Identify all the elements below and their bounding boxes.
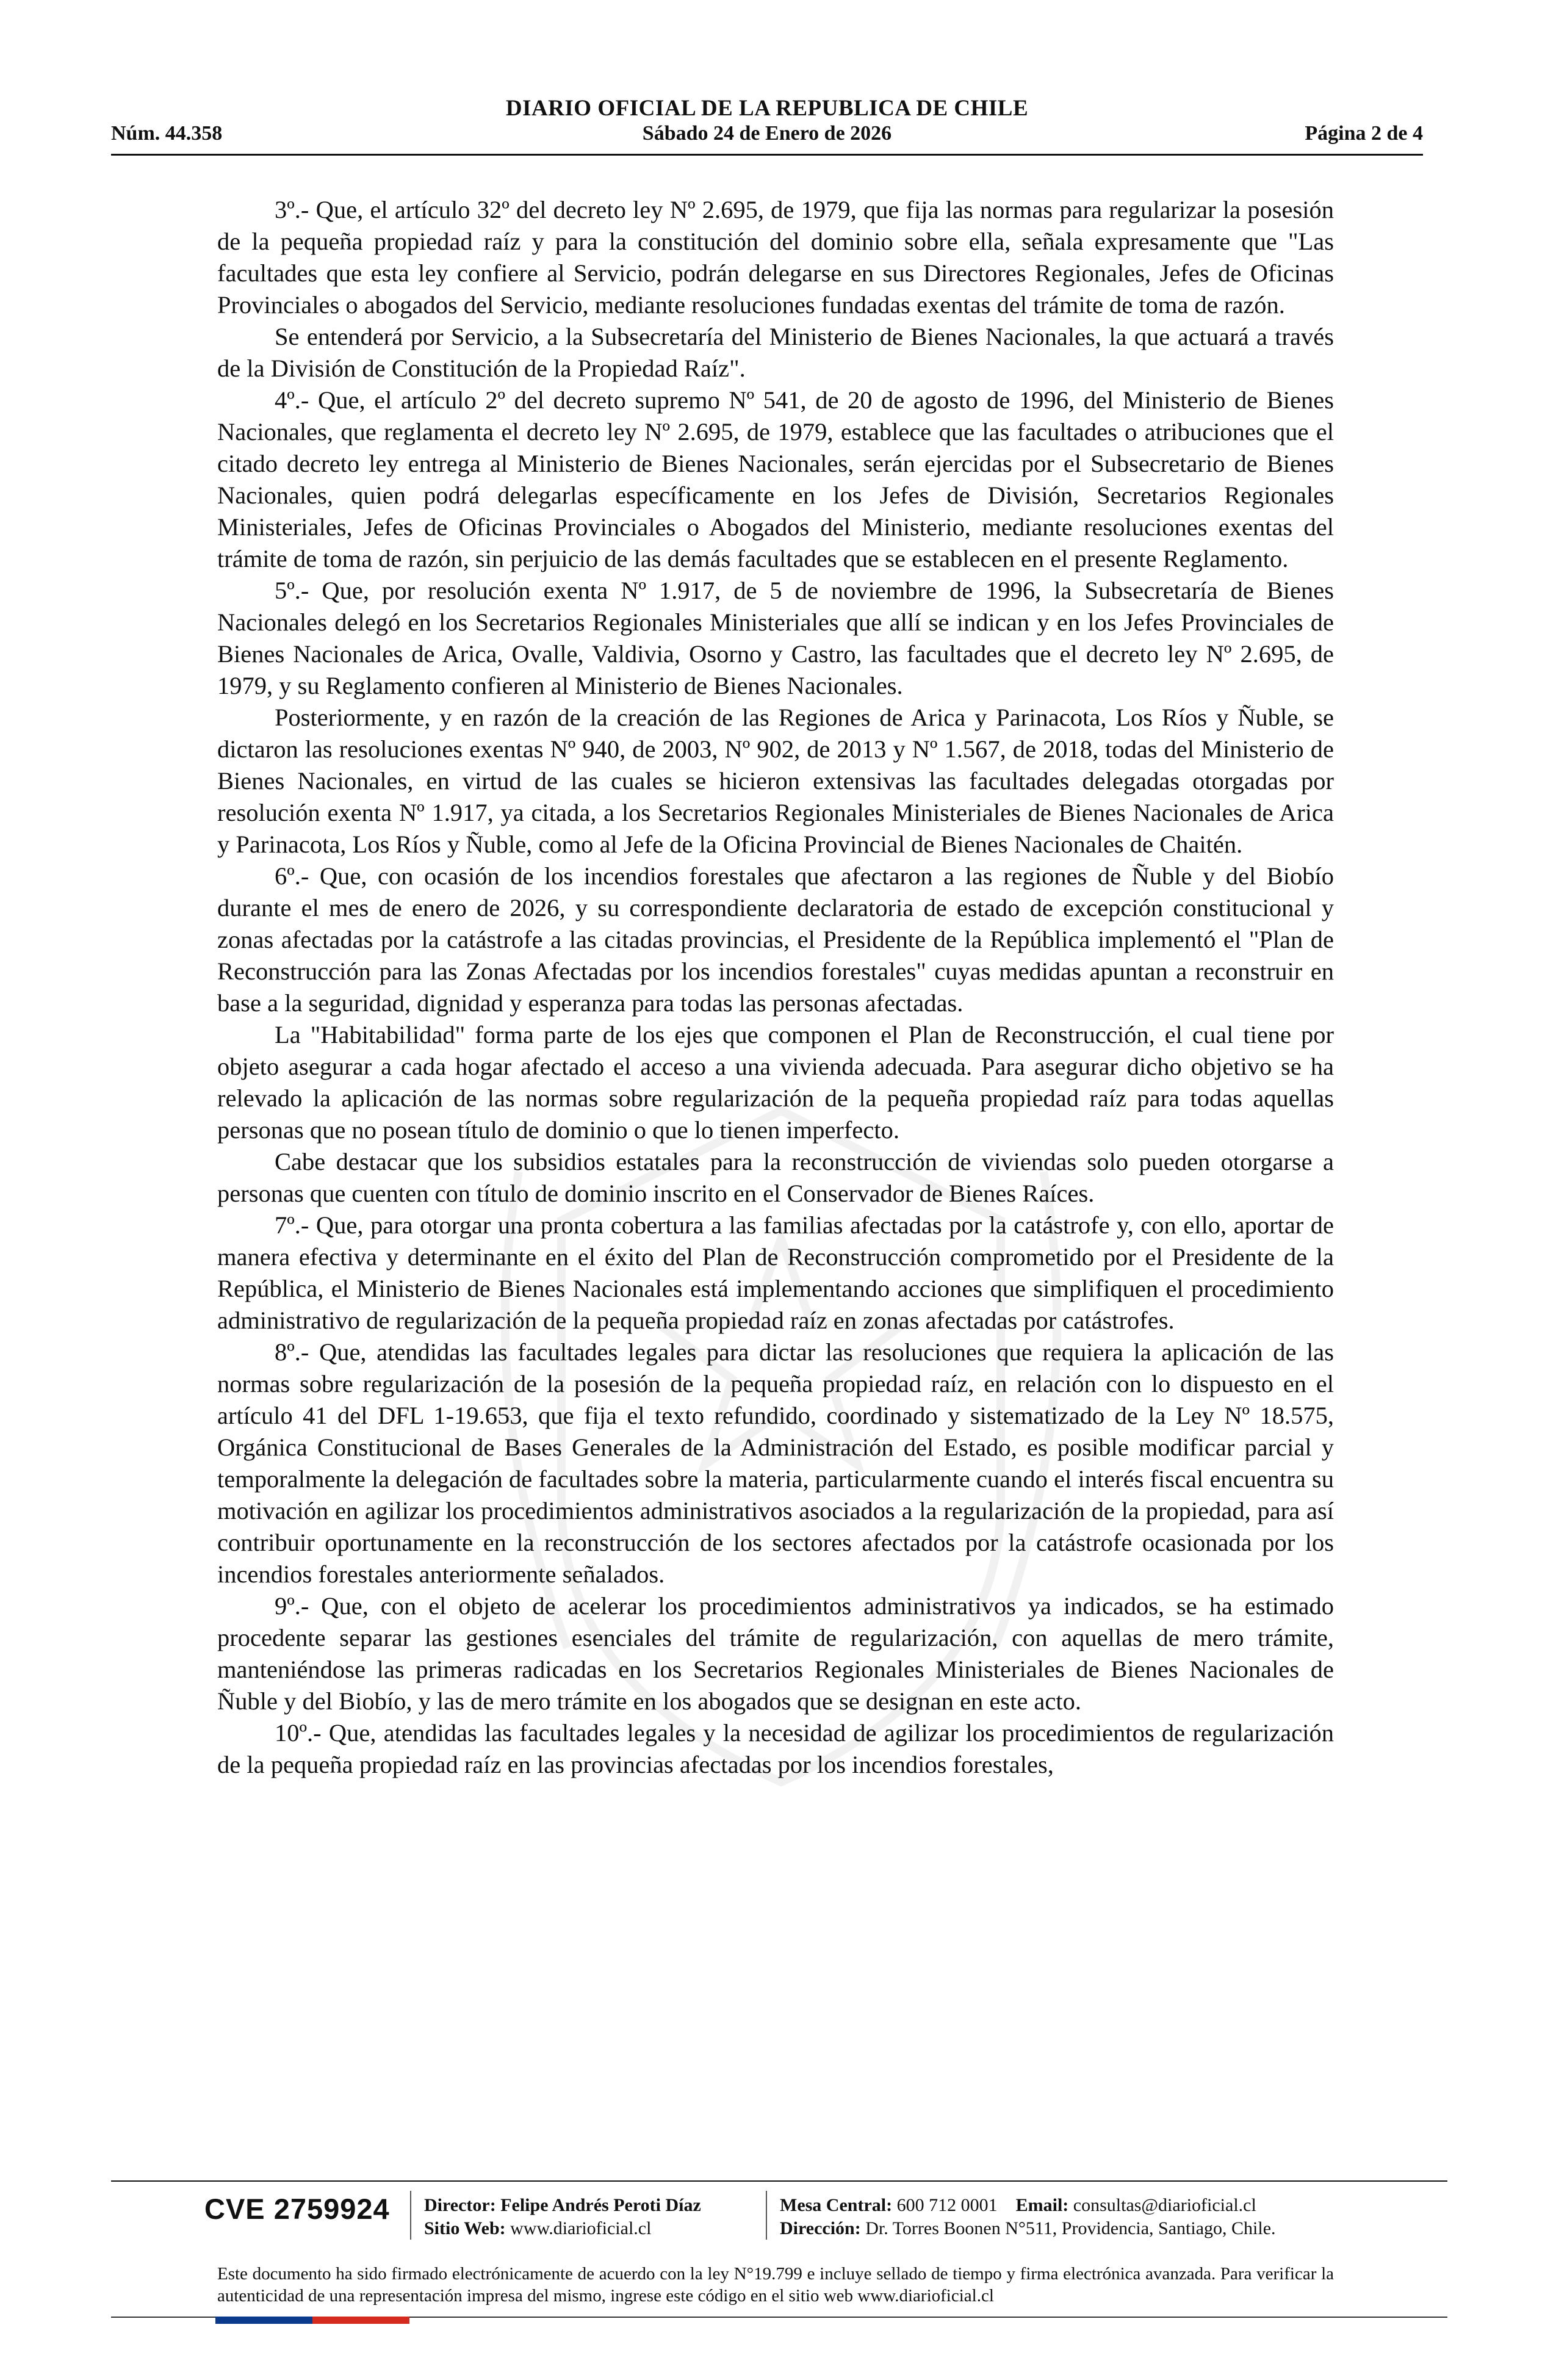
paragraph: La "Habitabilidad" forma parte de los ejes que componen el Plan de Reconstrucción, el cual tiene por objeto asegurar a cada hogar afectado el acceso a una vivienda adecuada. Para asegurar dicho objetivo se ha relevado la aplicación de las normas sobre regularización de la pequeña propiedad raíz para todas aquellas personas que no posean título de dominio o que lo tienen imperfecto. — [217, 1021, 1334, 1144]
director-name: Felipe Andrés Peroti Díaz — [500, 2195, 701, 2215]
publication-title: DIARIO OFICIAL DE LA REPUBLICA DE CHILE — [505, 96, 1029, 121]
footer-contact-block — [780, 2194, 1276, 2240]
web-label: Sitio Web: — [424, 2218, 506, 2238]
address-value: Dr. Torres Boonen N°511, Providencia, Santiago, Chile. — [865, 2218, 1276, 2238]
footer-director-block — [424, 2194, 701, 2240]
web-link[interactable]: www.diarioficial.cl — [510, 2218, 652, 2238]
email-link[interactable]: consultas@diarioficial.cl — [1073, 2195, 1256, 2215]
paragraph: Se entenderá por Servicio, a la Subsecretaría del Ministerio de Bienes Nacionales, la que actuará a través de la División de Constitución de la Propiedad Raíz". — [217, 323, 1334, 382]
paragraph: 3º.- Que, el artículo 32º del decreto ley Nº 2.695, de 1979, que fija las normas para regularizar la posesión de la pequeña propiedad raíz y para la constitución del dominio sobre ella, señala expresamente que "Las facultades que esta ley confiere al Servicio, podrán delegarse en sus Directores Regionales, Jefes de Oficinas Provinciales o abogados del Servicio, mediante resoluciones fundadas exentas del trámite de toma de razón. — [217, 196, 1334, 319]
cve-code: CVE 2759924 — [204, 2193, 390, 2225]
flag-blue-segment — [215, 2317, 312, 2324]
paragraph: Cabe destacar que los subsidios estatales para la reconstrucción de viviendas solo pueden otorgarse a personas que cuenten con título de dominio inscrito en el Conservador de Bienes Raíces. — [217, 1148, 1334, 1207]
issue-date: Sábado 24 de Enero de 2026 — [642, 122, 892, 145]
issue-number: Núm. 44.358 — [111, 122, 223, 145]
paragraph: Posteriormente, y en razón de la creación de las Regiones de Arica y Parinacota, Los Ríos y Ñuble, se dictaron las resoluciones exentas Nº 940, de 2003, Nº 902, de 2013 y Nº 1.567, de 2018, todas del Ministerio de Bienes Nacionales, en virtud de las cuales se hicieron extensivas las facultades delegadas otorgadas por resolución exenta Nº 1.917, ya citada, a los Secretarios Regionales Ministeriales de Bienes Nacionales de Arica y Parinacota, Los Ríos y Ñuble, como al Jefe de la Oficina Provincial de Bienes Nacionales de Chaitén. — [217, 704, 1334, 858]
paragraph: 9º.- Que, con el objeto de acelerar los procedimientos administrativos ya indicados, se ha estimado procedente separar las gestiones esenciales del trámite de regularización, con aquellas de mero trámite, manteniéndose las primeras radicadas en los Secretarios Regionales Ministeriales de Bienes Nacionales de Ñuble y del Biobío, y las de mero trámite en los abogados que se designan en este acto. — [217, 1592, 1334, 1715]
page-indicator: Página 2 de 4 — [1305, 122, 1423, 145]
document-body — [217, 194, 1334, 1781]
director-label: Director: — [424, 2195, 496, 2215]
paragraph: 7º.- Que, para otorgar una pronta cobertura a las familias afectadas por la catástrofe y, con ello, aportar de manera efectiva y determinante en el éxito del Plan de Reconstrucción comprometido por el Presidente de la República, el Ministerio de Bienes Nacionales está implementando acciones que simplifiquen el procedimiento administrativo de regularización de la pequeña propiedad raíz en zonas afectadas por catástrofes. — [217, 1211, 1334, 1334]
address-label: Dirección: — [780, 2218, 861, 2238]
footer-divider — [111, 2180, 1447, 2182]
header-divider — [111, 154, 1423, 156]
paragraph: 5º.- Que, por resolución exenta Nº 1.917, de 5 de noviembre de 1996, la Subsecretaría de Bienes Nacionales delegó en los Secretarios Regionales Ministeriales que allí se indican y en los Jefes Provinciales de Bienes Nacionales de Arica, Ovalle, Valdivia, Osorno y Castro, las facultades que el decreto ley Nº 2.695, de 1979, y su Reglamento confieren al Ministerio de Bienes Nacionales. — [217, 577, 1334, 699]
phone-label: Mesa Central: — [780, 2195, 893, 2215]
legal-notice: Este documento ha sido firmado electrónicamente de acuerdo con la ley N°19.799 e incluye sellado de tiempo y firma electrónica avanzada. Para verificar la autenticidad de una representación impresa del mismo, ingrese este código en el sitio web www.diarioficial.cl — [217, 2264, 1334, 2306]
flag-red-segment — [312, 2317, 409, 2324]
paragraph: 6º.- Que, con ocasión de los incendios forestales que afectaron a las regiones de Ñuble y del Biobío durante el mes de enero de 2026, y su correspondiente declaratoria de estado de excepción constitucional y zonas afectadas por la catástrofe a las citadas provincias, el Presidente de la República implementó el "Plan de Reconstrucción para las Zonas Afectadas por los incendios forestales" cuyas medidas apuntan a reconstruir en base a la seguridad, dignidad y esperanza para todas las personas afectadas. — [217, 862, 1334, 1017]
footer-separator — [410, 2191, 411, 2240]
page-header — [111, 93, 1423, 159]
paragraph: 4º.- Que, el artículo 2º del decreto supremo Nº 541, de 20 de agosto de 1996, del Ministerio de Bienes Nacionales, que reglamenta el decreto ley Nº 2.695, de 1979, establece que las facultades o atribuciones que el citado decreto ley entrega al Ministerio de Bienes Nacionales, serán ejercidas por el Subsecretario de Bienes Nacionales, quien podrá delegarlas específicamente en los Jefes de División, Secretarios Regionales Ministeriales, Jefes de Oficinas Provinciales o Abogados del Ministerio, mediante resoluciones exentas del trámite de toma de razón, sin perjuicio de las demás facultades que se establecen en el presente Reglamento. — [217, 386, 1334, 572]
paragraph: 10º.- Que, atendidas las facultades legales y la necesidad de agilizar los procedimientos de regularización de la pequeña propiedad raíz en las provincias afectadas por los incendios forestales, — [217, 1719, 1334, 1778]
email-label: Email: — [1015, 2195, 1069, 2215]
footer-separator — [766, 2191, 767, 2240]
paragraph: 8º.- Que, atendidas las facultades legales para dictar las resoluciones que requiera la aplicación de las normas sobre regularización de la posesión de la pequeña propiedad raíz, en relación con lo dispuesto en el artículo 41 del DFL 1-19.653, que fija el texto refundido, coordinado y sistematizado de la Ley Nº 18.575, Orgánica Constitucional de Bases Generales de la Administración del Estado, es posible modificar parcial y temporalmente la delegación de facultades sobre la materia, particularmente cuando el interés fiscal encuentra su motivación en agilizar los procedimientos administrativos asociados a la regularización de la propiedad, para así contribuir oportunamente en la reconstrucción de los sectores afectados por la catástrofe ocasionada por los incendios forestales anteriormente señalados. — [217, 1338, 1334, 1588]
phone-value: 600 712 0001 — [896, 2195, 998, 2215]
flag-color-bar — [215, 2317, 409, 2324]
